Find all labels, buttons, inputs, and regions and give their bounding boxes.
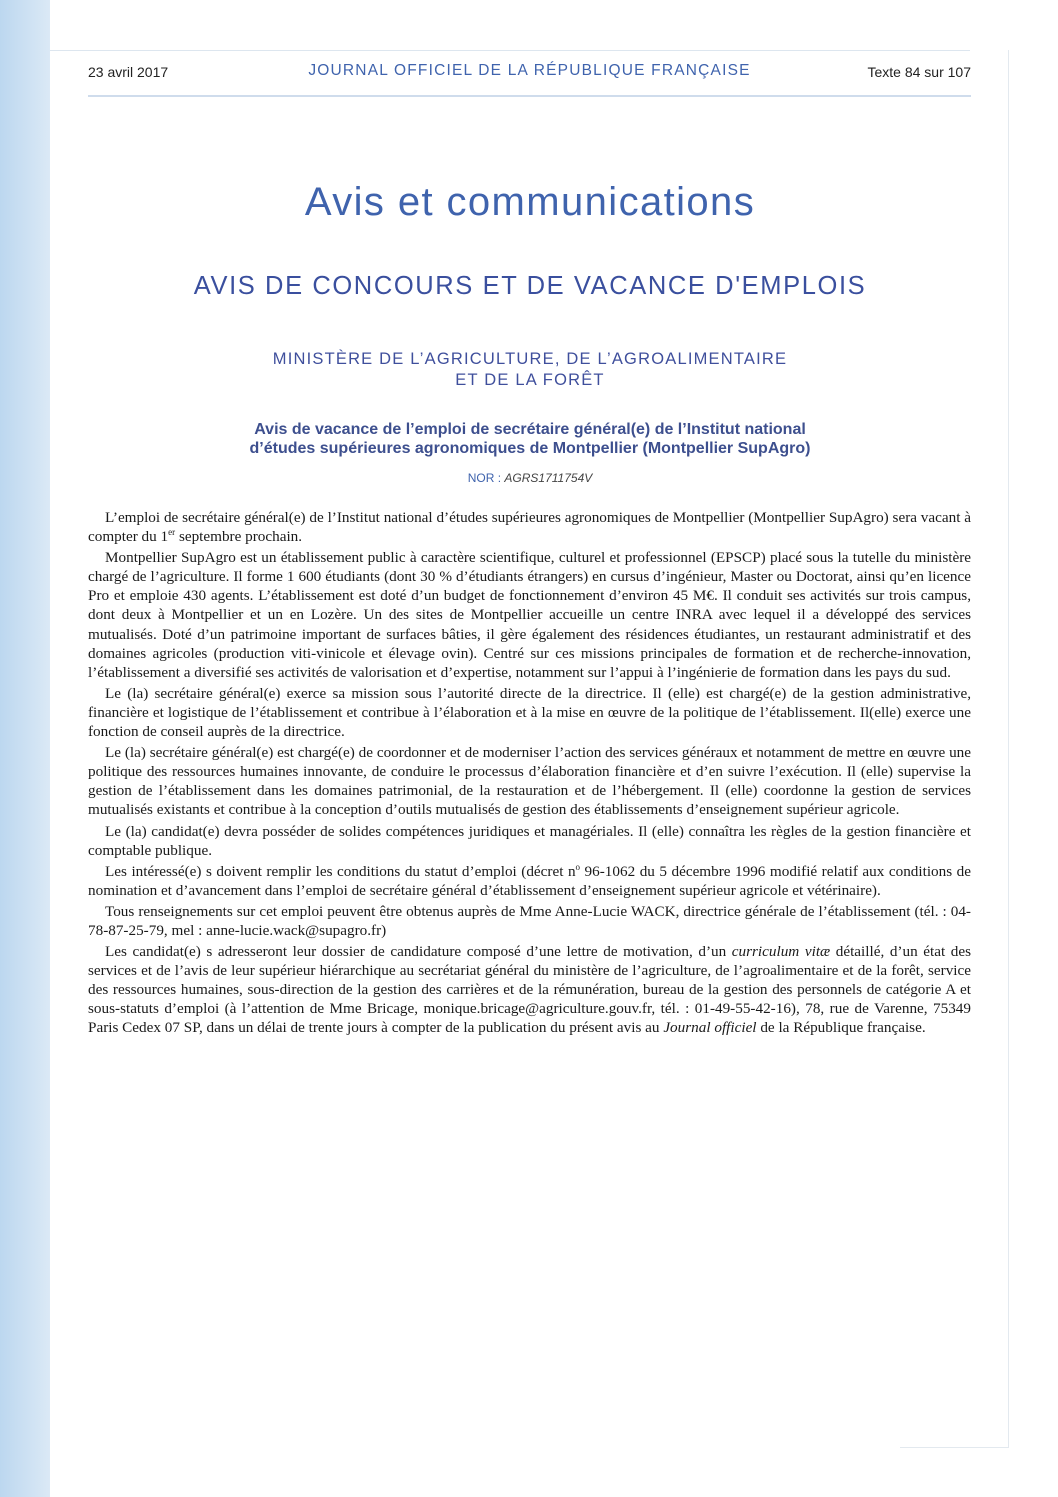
frame-line-right [1008,50,1009,1448]
frame-line-top [50,50,970,51]
paragraph-6-superscript: o [575,861,581,872]
paragraph-7: Tous renseignements sur cet emploi peuvent être obtenus auprès de Mme Anne-Lucie WACK, directrice générale de l’établissement (tél. : 04-78-87-25-79, mel : anne-lucie.wack@supagro.fr) [88,902,971,939]
page-margin-band [0,0,50,1497]
paragraph-8-text: Les candidat(e) s adresseront leur dossier de candidature composé d’une lettre de motivation, d’un [105,943,732,961]
nor-code: AGRS1711754V [504,471,593,485]
notice-body [88,508,971,1040]
paragraph-1-text-end: septembre prochain. [175,528,303,546]
paragraph-8-italic-cv: curriculum vitæ [731,943,831,961]
page-header [88,62,971,84]
paragraph-1 [88,508,971,546]
header-rule [88,95,971,97]
nor-label: NOR : [467,471,502,485]
notice-title-line-2: d’études supérieures agronomiques de Montpellier (Montpellier SupAgro) [249,440,811,457]
paragraph-6-text: Les intéressé(e) s doivent remplir les conditions du statut d’emploi (décret n [105,862,576,880]
ministry-line-1: MINISTÈRE DE L’AGRICULTURE, DE L’AGROALIMENTAIRE [272,350,788,368]
nor-reference [50,471,1010,485]
header-journal-title: JOURNAL OFFICIEL DE LA RÉPUBLIQUE FRANÇAISE [308,62,751,79]
paragraph-6-text-end: 96-1062 du 5 décembre 1996 modifié relatif aux conditions de nomination et d’avancement dans l’emploi de secrétaire général d’établissement d’enseignement supérieur agricole et vétérinaire). [88,862,972,899]
paragraph-8-text-middle: détaillé, d’un état des services et de l’avis de leur supérieur hiérarchique au secrétariat général du ministère de l’agriculture, de l’agroalimentaire et de la forêt, service des ressources humaines, sous-direction de la gestion des carrières et de la rémunération, bureau de la gestion des personnels de catégorie A et sous-statuts d’emploi (à l’attention de Mme Bricage, monique.bricage@agriculture.gouv.fr, tél. : 01-49-55-42-16), 78, rue de Varenne, 75349 Paris Cedex 07 SP, dans un délai de trente jours à compter de la publication du présent avis au [88,943,971,1037]
section-title: Avis et communications [304,180,756,224]
paragraph-4: Le (la) secrétaire général(e) est chargé(e) de coordonner et de moderniser l’action des services généraux et notamment de mettre en œuvre une politique des ressources humaines innovante, de conduire le processus d’élaboration financière et d’en suivre l’exécution. Il (elle) supervise la gestion de l’établissement dans les domaines patrimonial, de la restauration et de l’hébergement. Il (elle) coordonne la gestion de services mutualisés existants et contribue à la conception d’outils mutualisés de gestion des établissements d’enseignement supérieur agricole. [88,744,971,819]
notice-title-line-1: Avis de vacance de l’emploi de secrétaire général(e) de l’Institut national [254,421,806,438]
paragraph-8-italic-journal: Journal officiel [663,1019,757,1037]
header-date: 23 avril 2017 [88,64,169,80]
notice-title [50,420,1010,458]
subsection-title: AVIS DE CONCOURS ET DE VACANCE D'EMPLOIS [193,272,867,300]
paragraph-3: Le (la) secrétaire général(e) exerce sa mission sous l’autorité directe de la directrice. Il (elle) est chargé(e) de la gestion administrative, financière et logistique de l’établissement et contribue à l’élaboration et à la mise en œuvre de la politique de l’établissement. Il(elle) exerce une fonction de conseil auprès de la directrice. [88,684,971,741]
paragraph-8-text-end: de la République française. [756,1019,926,1037]
frame-line-bottom [900,1447,1008,1448]
paragraph-1-text: L’emploi de secrétaire général(e) de l’Institut national d’études supérieures agronomiques de Montpellier (Montpellier SupAgro) sera vacant à compter du 1 [88,509,971,546]
paragraph-2: Montpellier SupAgro est un établissement public à caractère scientifique, culturel et professionnel (EPSCP) placé sous la tutelle du ministère chargé de l’agriculture. Il forme 1 600 étudiants (dont 30 % d’étudiants étrangers) en cursus d’ingénieur, Master ou Doctorat, ainsi qu’en licence Pro et emploie 430 agents. L’établissement est doté d’un budget de fonctionnement d’environ 45 M€. Il conduit ses activités sur trois campus, dont deux à Montpellier et un en Lozère. Un des sites de Montpellier accueille un centre INRA avec lequel il a développé des services mutualisés. Doté d’un patrimoine important de surfaces bâties, il gère également des résidences étudiantes, un restaurant administratif et des domaines agricoles (production viti-vinicole et élevage ovin). Centré sur ces missions principales de formation et de recherche-innovation, l’établissement a diversifié ses activités de valorisation et d’expertise, notamment sur l’appui à l’ingénierie de formation dans les pays du sud. [88,549,971,681]
paragraph-6 [88,862,971,900]
paragraph-1-superscript: er [168,527,176,538]
header-text-number: Texte 84 sur 107 [867,64,971,80]
paragraph-5: Le (la) candidat(e) devra posséder de solides compétences juridiques et managériales. Il (elle) connaîtra les règles de la gestion financière et comptable publique. [88,822,971,859]
paragraph-8 [88,942,971,1037]
ministry-line-2: ET DE LA FORÊT [455,371,605,389]
ministry-heading [50,349,1010,391]
